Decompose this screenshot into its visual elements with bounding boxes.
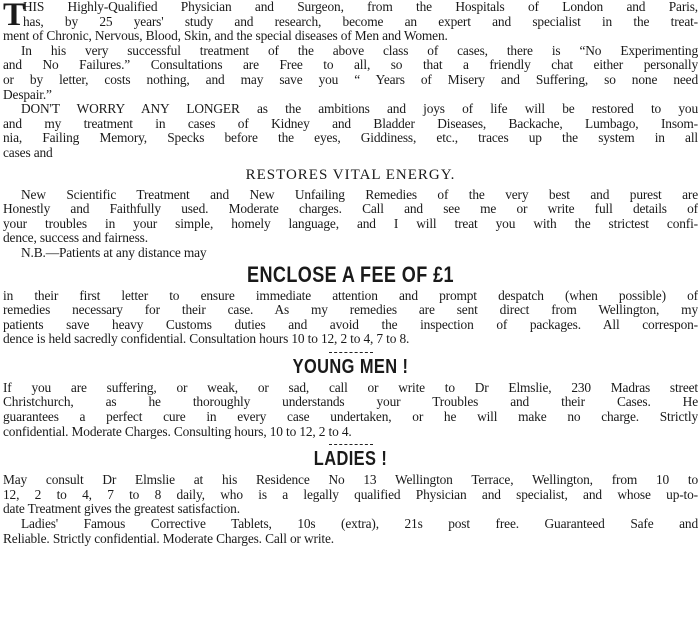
text-line: or by letter, costs nothing, and may save you “ Years of Misery and Suffering, so none need [3,72,698,87]
text-line: in their first letter to ensure immediate attention and prompt despatch (when possible) of [3,288,698,303]
young-men-heading: YOUNG MEN ! [292,355,409,378]
text-line: date Treatment gives the greatest satisfaction. [3,502,240,517]
remedies-paragraph [3,188,698,261]
fee-heading: ENCLOSE A FEE OF £1 [247,261,454,287]
tablets-paragraph [3,517,698,546]
divider-rule [329,352,373,353]
young-men-paragraph [3,381,698,439]
worry-paragraph [3,102,698,160]
text-line: your troubles in your simple, homely language, and I will treat you with the strictest confi- [3,216,698,231]
text-line: Honestly and Faithfully used. Moderate charges. Call and see me or write full details of [3,202,698,217]
restores-subheading: RESTORES VITAL ENERGY. [245,166,456,183]
ladies-paragraph [3,473,698,517]
text-line: Ladies' Famous Corrective Tablets, 10s (extra), 21s post free. Guaranteed Safe and [21,517,698,532]
text-line: Reliable. Strictly confidential. Moderate Charges. Call or write. [3,531,334,546]
text-line: dence is held sacredly confidential. Consultation hours 10 to 12, 2 to 4, 7 to 8. [3,332,410,347]
text-line: confidential. Moderate Charges. Consulting hours, 10 to 12, 2 to 4. [3,424,352,439]
text-line: Despair.” [3,87,52,102]
text-line: guarantees a perfect cure in every case undertaken, or he will make no charge. Strictly [3,410,698,425]
text-line: In his very successful treatment of the above class of cases, there is “No Experimenting [21,43,698,58]
intro-paragraph [3,0,698,44]
text-line: and my treatment in cases of Kidney and Bladder Diseases, Backache, Lumbago, Insom- [3,116,698,131]
treatment-paragraph [3,44,698,102]
nb-line: N.B.—Patients at any distance may [21,245,207,260]
divider-rule [329,444,373,445]
text-line: DON'T WORRY ANY LONGER as the ambitions and joys of life will be restored to you [21,102,698,117]
text-line: 12, 2 to 4, 7 to 8 daily, who is a legally qualified Physician and specialist, and whose up-to- [3,487,698,502]
text-line: ment of Chronic, Nervous, Blood, Skin, and the special diseases of Men and Women. [3,29,448,44]
text-line: cases and [3,145,53,160]
text-line: If you are suffering, or weak, or sad, call or write to Dr Elmslie, 230 Madras street [3,380,698,395]
text-line: May consult Dr Elmslie at his Residence No 13 Wellington Terrace, Wellington, from 10 to [3,473,698,488]
fee-paragraph [3,289,698,347]
text-line: HIS Highly-Qualified Physician and Surgeon, from the Hospitals of London and Paris, [23,0,698,14]
text-line: and No Failures.” Consultations are Free to all, so that a friendly chat either personally [3,58,698,73]
text-line: New Scientific Treatment and New Unfailing Remedies of the very best and purest are [21,187,698,202]
drop-cap: T [3,0,26,33]
text-line: has, by 25 years' study and research, become an expert and specialist in the treat- [23,14,698,29]
text-line: nia, Failing Memory, Specks before the eyes, Giddiness, etc., traces up the system in all [3,131,698,146]
text-line: patients save heavy Customs duties and avoid the inspection of packages. All correspon- [3,317,698,332]
text-line: remedies necessary for their case. As my remedies are sent direct from Wellington, my [3,303,698,318]
text-line: dence, success and fairness. [3,231,148,246]
text-line: Christchurch, as he thoroughly understands your Troubles and their Cases. He [3,395,698,410]
ladies-heading: LADIES ! [313,448,388,471]
